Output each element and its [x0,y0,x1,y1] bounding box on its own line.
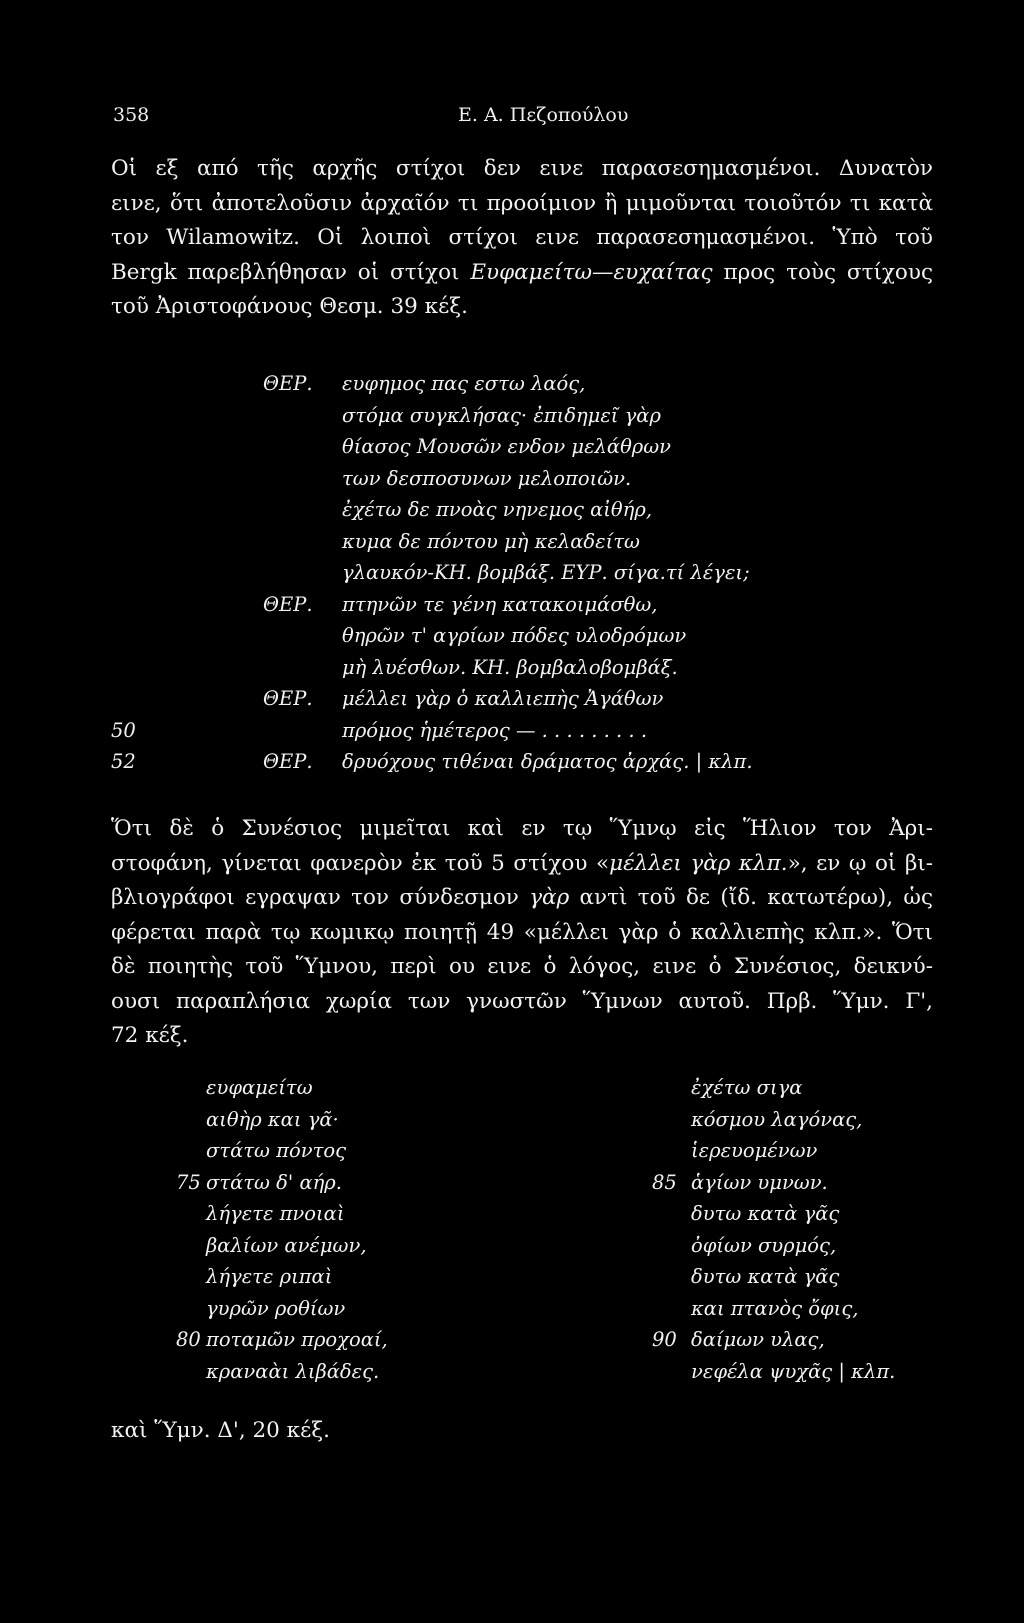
verse-text: θίασος Μουσῶν ενδον μελάθρων [342,435,672,458]
paragraph-line: 72 κέξ. [111,1023,189,1048]
speaker-label: ΘΕΡ. [263,592,313,616]
paragraph-line: δὲ ποιητὴς τοῦ Ὕμνου, περὶ ου εινε ὁ λόγος, εινε ὁ Συνέσιος, δεικνύ- [111,954,933,979]
speaker-label: ΘΕΡ. [263,372,313,395]
verse-text: κραναὰι λιβάδες. [206,1359,380,1383]
verse-text: ἐχέτω δε πνοὰς νηνεμος αἰθήρ, [342,498,653,521]
paragraph-line: ουσι παραπλήσια χωρία των γνωστῶν Ὕμνων αυτοῦ. Πρβ. Ὕμν. Γ', [111,988,933,1014]
line-segment: Bergk παρεβλήθησαν οἱ στίχοι [111,259,471,285]
verse-line [111,1198,511,1230]
verse-line [111,463,933,495]
line-segment: στοφάνη, γίνεται φανερὸν ἐκ τοῦ 5 στίχου « [111,850,610,876]
verse-line [111,494,933,526]
verse-line [111,1167,511,1199]
verse-line [111,431,933,463]
paragraph-line: Ὅτι δὲ ὁ Συνέσιος μιμεῖται καὶ εν τῳ Ὕμνῳ εἰς Ἥλιον τον Ἀρι- [111,816,933,841]
verse-line [111,1135,511,1167]
paragraph-intro [111,152,933,325]
verse-text: δυτω κατὰ γᾶς [691,1265,840,1288]
verse-text: και πτανὸς ὄφις, [691,1296,859,1320]
verse-line [111,1356,511,1388]
verse-text: πτηνῶν τε γένη κατακοιμάσθω, [342,592,658,616]
italic-segment: μέλλει γὰρ κλπ. [609,850,788,876]
speaker-label: ΘΕΡ. [263,687,313,710]
verse-text: ποταμῶν προχοαί, [206,1328,388,1351]
verse-text: στάτω πόντος [206,1139,347,1162]
verse-line [111,1324,511,1356]
verse-text: δαίμων υλας, [691,1328,825,1351]
line-segment: αντὶ τοῦ δε (ἴδ. κατωτέρω), ὡς [569,885,933,910]
verse-line [111,652,933,684]
verse-line [541,1167,941,1199]
verse-line [111,715,933,747]
paragraph-line: φέρεται παρὰ τῳ κωμικῳ ποιητῇ 49 «μέλλει γὰρ ὁ καλλιεπὴς κλπ.». Ὅτι [111,919,933,945]
verse-text: γλαυκόν-ΚΗ. βομβάξ. ΕΥΡ. σίγα.τί λέγει; [342,561,750,584]
verse-block-thesmophoriazusae [111,368,933,778]
verse-line [541,1261,941,1293]
verse-line [111,526,933,558]
verse-line [541,1198,941,1230]
verse-line [541,1135,941,1167]
verse-text: θηρῶν τ' αγρίων πόδες υλοδρόμων [342,624,687,647]
closing-reference: καὶ Ὕμν. Δ', 20 κέξ. [111,1418,330,1443]
italic-segment: Ευφαμείτω—ευχαίτας [470,259,713,285]
verse-text: των δεσποσυνων μελοποιῶν. [342,466,632,490]
verse-line [111,746,933,778]
verse-text: μὴ λυέσθων. ΚΗ. βομβαλοβομβάξ. [342,655,678,679]
verse-text: γυρῶν ροθίων [206,1296,346,1320]
verse-line [111,1293,511,1325]
paragraph-line [111,881,933,916]
verse-text: κόσμου λαγόνας, [691,1107,863,1131]
verse-line [111,620,933,652]
line-number: 75 [176,1170,201,1194]
speaker-label: ΘΕΡ. [263,750,313,773]
verse-text: δυτω κατὰ γᾶς [691,1202,840,1225]
italic-segment: γὰρ [529,885,570,910]
verse-text: αιθὴρ και γᾶ· [206,1107,339,1131]
verse-text: ἁγίων υμνων. [691,1170,828,1194]
line-number: 90 [652,1328,677,1351]
verse-text: στάτω δ' αήρ. [206,1170,342,1194]
verse-line [111,400,933,432]
left-verse-column [111,1072,511,1387]
verse-text: ευφαμείτω [206,1076,313,1099]
running-header [113,100,913,130]
line-number: 85 [652,1170,677,1194]
verse-line [111,1261,511,1293]
verse-text: κυμα δε πόντου μὴ κελαδείτω [342,529,640,553]
paragraph-line [111,256,933,291]
paragraph-line: τοῦ Ἀριστοφάνους Θεσμ. 39 κέξ. [111,294,468,319]
verse-line [541,1356,941,1388]
verse-text: νεφέλα ψυχᾶς | κλπ. [691,1359,896,1383]
paragraph-line: Οἱ εξ από τῆς αρχῆς στίχοι δεν εινε παρασεσημασμένοι. Δυνατὸν [111,156,933,181]
verse-line [111,1072,511,1104]
line-number: 50 [111,718,136,742]
verse-line [111,557,933,589]
verse-line [541,1072,941,1104]
verse-text: στόμα συγκλήσας· ἐπιδημεῖ γὰρ [342,403,661,427]
verse-line [541,1230,941,1262]
verse-text: ὀφίων συρμός, [691,1233,837,1257]
line-segment: βλιογράφοι εγραψαν τον σύνδεσμον [111,885,530,910]
paragraph-line: τον Wilamowitz. Οἱ λοιποὶ στίχοι εινε παρασεσημασμένοι. Ὑπὸ τοῦ [111,225,933,250]
line-number: 80 [176,1328,201,1351]
verse-line [111,683,933,715]
verse-text: ἱερευομένων [691,1139,818,1162]
running-title: Ε. Α. Πεζοπούλου [458,104,629,126]
line-segment: », εν ῳ οἱ βι- [787,850,933,876]
right-verse-column [541,1072,941,1387]
verse-line [111,589,933,621]
verse-line [111,368,933,400]
verse-text: ευφημος πας εστω λαός, [342,372,586,395]
verse-text: δρυόχους τιθέναι δράματος ἀρχάς. | κλπ. [342,750,753,773]
verse-text: λήγετε ριπαὶ [206,1265,333,1288]
paragraph-line: εινε, ὅτι ἀποτελοῦσιν ἀρχαῖόν τι προοίμιον ἢ μιμοῦνται τοιοῦτόν τι κατὰ [111,190,933,216]
verse-line [111,1104,511,1136]
paragraph-synesius [111,812,933,1054]
verse-text: ἐχέτω σιγα [691,1076,803,1099]
paragraph-line [111,847,933,882]
verse-text: βαλίων ανέμων, [206,1233,367,1257]
verse-line [541,1324,941,1356]
verse-text: πρόμος ἡμέτερος — . . . . . . . . . [342,718,648,742]
page-number: 358 [113,104,150,126]
line-number: 52 [111,750,136,773]
verse-text: μέλλει γὰρ ὁ καλλιεπὴς Ἀγάθων [342,687,664,710]
verse-line [541,1293,941,1325]
line-segment: προς τοὺς στίχους [712,259,933,285]
verse-line [111,1230,511,1262]
verse-text: λήγετε πνοιαὶ [206,1202,345,1225]
verse-line [541,1104,941,1136]
